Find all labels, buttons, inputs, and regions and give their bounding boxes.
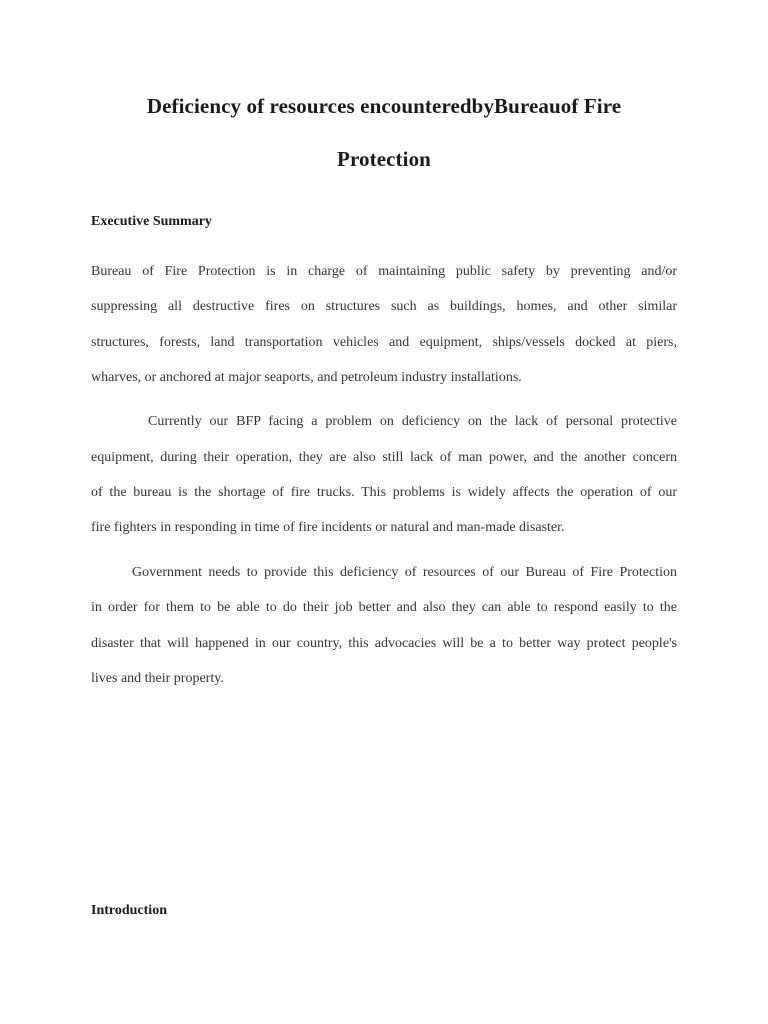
paragraph-line: wharves, or anchored at major seaports, and petroleum industry installations. bbox=[91, 370, 522, 385]
paragraph-line: fire fighters in responding in time of fire incidents or natural and man-made disaster. bbox=[91, 520, 565, 535]
introduction-heading: Introduction bbox=[91, 903, 167, 918]
paragraph-line: lives and their property. bbox=[91, 671, 224, 686]
document-title-line-1: Deficiency of resources encounteredbyBureauof Fire bbox=[146, 94, 622, 118]
executive-summary-heading: Executive Summary bbox=[91, 214, 212, 229]
paragraph-line: disaster that will happened in our country, this advocacies will be a to better way protect people's bbox=[91, 636, 677, 651]
paragraph-line: equipment, during their operation, they are also still lack of man power, and the another concern bbox=[91, 450, 677, 465]
document-title-line-2: Protection bbox=[337, 147, 431, 171]
paragraph-line: Currently our BFP facing a problem on deficiency on the lack of personal protective bbox=[148, 414, 677, 429]
paragraph-line: in order for them to be able to do their job better and also they can able to respond easily to the bbox=[91, 600, 677, 615]
paragraph-line: suppressing all destructive fires on structures such as buildings, homes, and other similar bbox=[91, 299, 677, 314]
paragraph-line: Government needs to provide this deficiency of resources of our Bureau of Fire Protection bbox=[132, 565, 677, 580]
paragraph-line: structures, forests, land transportation vehicles and equipment, ships/vessels docked at piers, bbox=[91, 335, 677, 350]
paragraph-line: of the bureau is the shortage of fire trucks. This problems is widely affects the operation of our bbox=[91, 485, 677, 500]
paragraph-line: Bureau of Fire Protection is in charge of maintaining public safety by preventing and/or bbox=[91, 264, 677, 279]
